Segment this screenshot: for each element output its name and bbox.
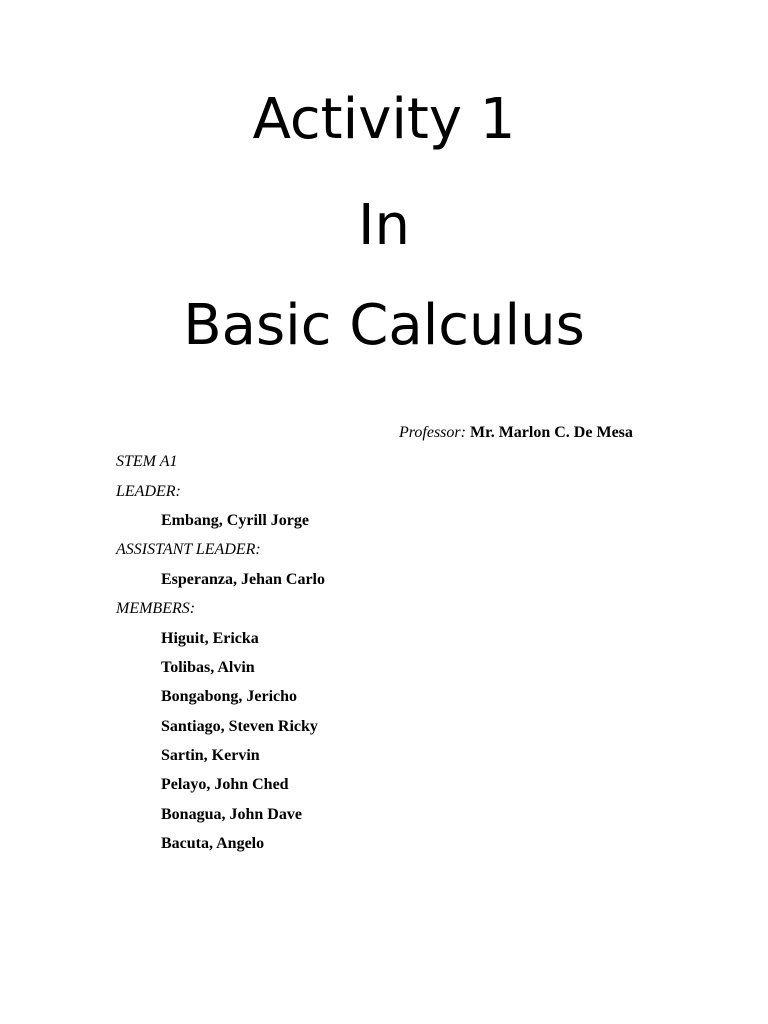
member-name: Bacuta, Angelo <box>161 835 265 852</box>
title-line-2: In <box>357 193 410 258</box>
title-line-3: Basic Calculus <box>183 293 585 358</box>
member-name: Santiago, Steven Ricky <box>161 718 318 735</box>
member-name: Tolibas, Alvin <box>161 659 255 676</box>
member-name: Sartin, Kervin <box>161 747 260 764</box>
member-name: Bongabong, Jericho <box>161 688 298 705</box>
professor-line <box>399 424 633 442</box>
title-line-1: Activity 1 <box>252 87 516 152</box>
leader-name: Embang, Cyrill Jorge <box>161 512 309 529</box>
professor-label: Professor: <box>399 424 466 441</box>
members-label: MEMBERS: <box>116 600 196 617</box>
leader-label: LEADER: <box>116 483 181 500</box>
member-name: Pelayo, John Ched <box>161 776 289 793</box>
professor-name: Mr. Marlon C. De Mesa <box>469 424 633 441</box>
section-label: STEM A1 <box>116 453 178 470</box>
assistant-leader-name: Esperanza, Jehan Carlo <box>161 571 325 588</box>
member-name: Bonagua, John Dave <box>161 806 302 823</box>
assistant-leader-label: ASSISTANT LEADER: <box>116 541 261 558</box>
member-name: Higuit, Ericka <box>161 630 259 647</box>
